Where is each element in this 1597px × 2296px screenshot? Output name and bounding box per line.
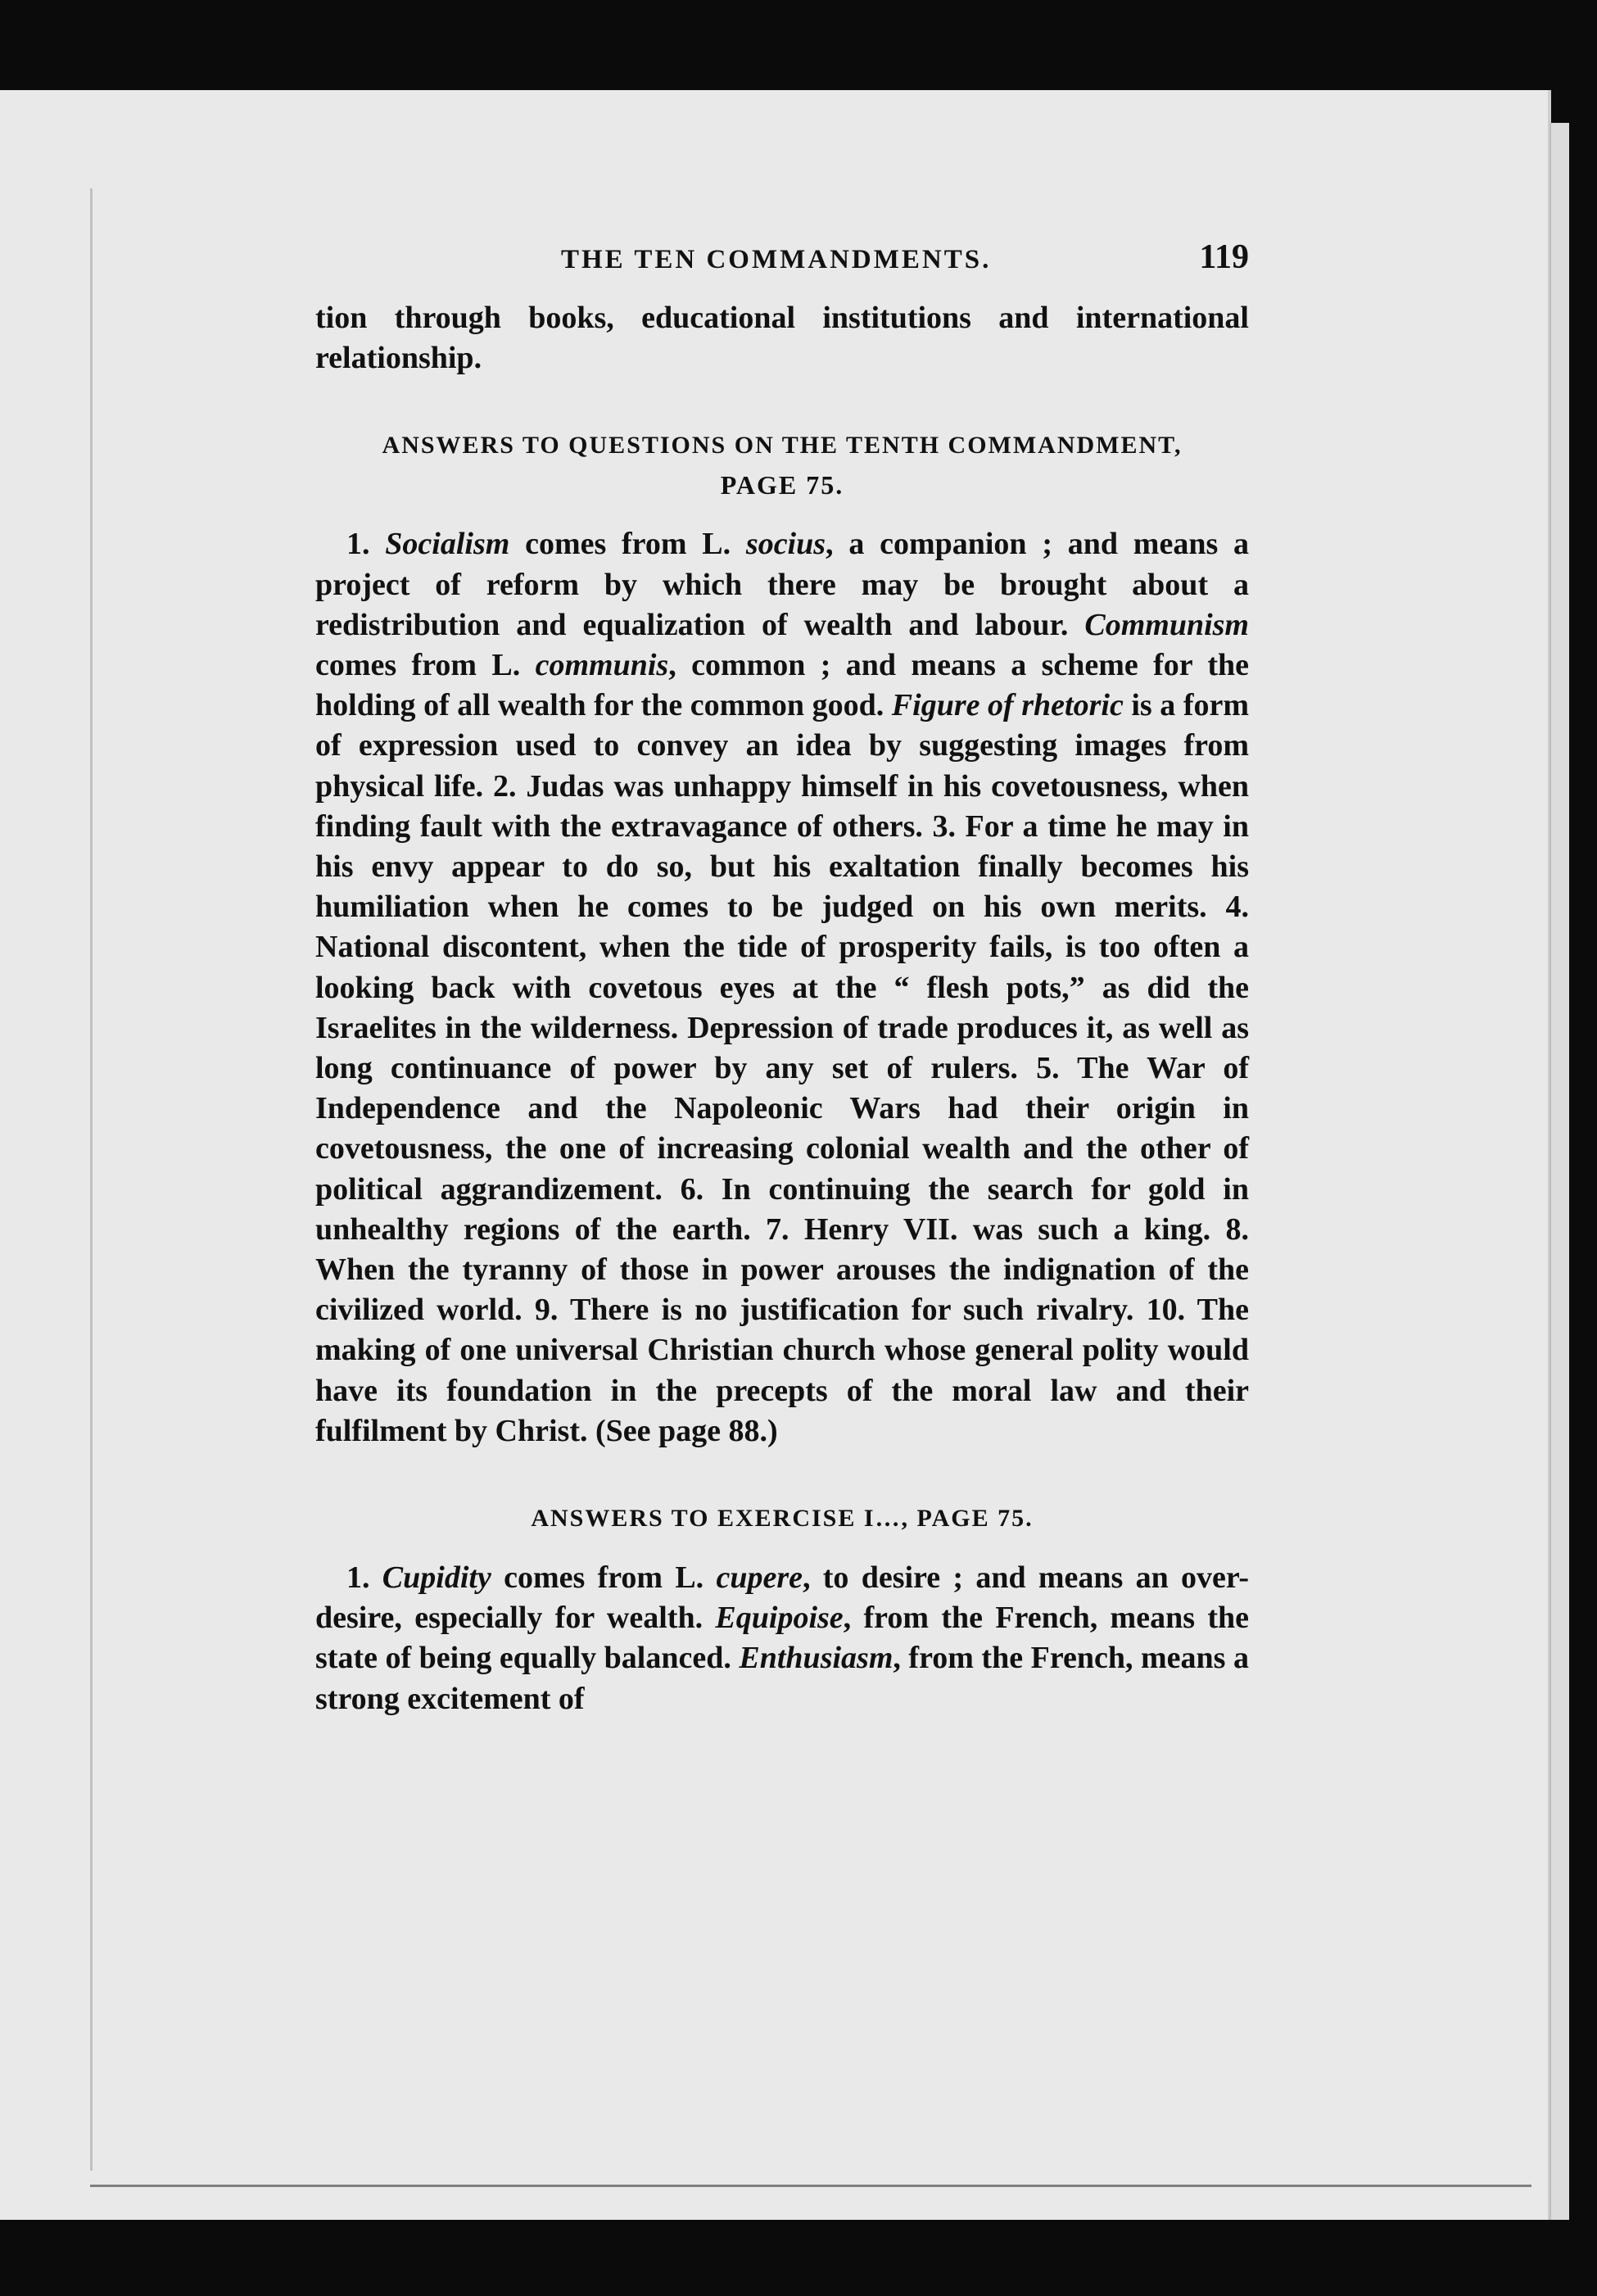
gutter-shadow bbox=[90, 188, 93, 2171]
text-run: , a companion ; and means a project of reform by which there may be brought about a redistribution and equalization of wealth and labour. bbox=[315, 527, 1250, 642]
section-heading-page: PAGE 75. bbox=[720, 470, 844, 500]
text-run: comes from L. bbox=[509, 527, 746, 562]
page-edge bbox=[1549, 123, 1569, 2220]
page-number: 119 bbox=[1199, 238, 1249, 276]
term-cupidity: Cupidity bbox=[382, 1560, 491, 1596]
section-heading-text: ANSWERS TO QUESTIONS ON THE TENTH COMMANDMENT, bbox=[382, 432, 1183, 460]
text-run: , from the French, means a strong excitement of bbox=[315, 1641, 1250, 1716]
text-run: 1. bbox=[346, 1560, 382, 1596]
continuation-paragraph: tion through books, educational institutions and international relationship. bbox=[315, 301, 1249, 376]
bottom-edge-line bbox=[90, 2185, 1531, 2187]
running-head bbox=[561, 238, 1249, 277]
text-run: 1. bbox=[346, 527, 386, 562]
term-communis: communis bbox=[535, 648, 669, 683]
answers-paragraph bbox=[315, 524, 1249, 1451]
running-title: THE TEN COMMANDMENTS. bbox=[561, 245, 992, 274]
term-equipoise: Equipoise bbox=[715, 1601, 844, 1636]
text-run: is a form of expression used to convey an idea by suggesting images from physical life. 2. Judas was unhappy himself in his covetousness, when finding fault with the extravagance of others. 3. For a time he may in his envy appear to do so, but his exaltation finally becomes his humiliation when he comes to be judged on his own merits. 4. National discontent, when the tide of prosperity fails, is too often a looking back with covetous eyes at the “ flesh pots,” as did the Israelites in the wilderness. Depression of trade produces it, as well as long continuance of power by any set of rulers. 5. The War of Independence and the Napoleonic Wars had their origin in covetousness, the one of increasing colonial wealth and the other of political aggrandizement. 6. In continuing the search for gold in unhealthy regions of the earth. 7. Henry VII. was such a king. 8. When the tyranny of those in power arouses the indignation of the civilized world. 9. There is no justification for such rivalry. 10. The making of one universal Christian church whose general polity would have its foundation in the precepts of the moral law and their fulfilment by Christ. (See page 88.) bbox=[315, 688, 1249, 1448]
text-run: , to desire ; and means an over-desire, especially for wealth. bbox=[315, 1560, 1249, 1636]
text-run: , common ; and means a scheme for the holding of all wealth for the common good. bbox=[315, 648, 1249, 723]
term-socius: socius bbox=[745, 527, 826, 562]
text-run: comes from L. bbox=[491, 1560, 717, 1596]
section-heading-text: ANSWERS TO EXERCISE I…, PAGE 75. bbox=[531, 1505, 1034, 1533]
term-enthusiasm: Enthusiasm bbox=[739, 1641, 894, 1676]
term-communism: Communism bbox=[1084, 607, 1249, 642]
section-heading-exercise bbox=[315, 1499, 1249, 1538]
exercise-paragraph bbox=[315, 1558, 1249, 1719]
text-run: comes from L. bbox=[315, 648, 536, 683]
page-content bbox=[315, 238, 1249, 1719]
term-cupere: cupere bbox=[716, 1560, 803, 1596]
term-figure-of-rhetoric: Figure of rhetoric bbox=[891, 688, 1124, 723]
term-socialism: Socialism bbox=[385, 527, 510, 562]
text-run: , from the French, means the state of being equally balanced. bbox=[315, 1601, 1249, 1676]
section-heading-tenth-commandment bbox=[315, 426, 1249, 505]
